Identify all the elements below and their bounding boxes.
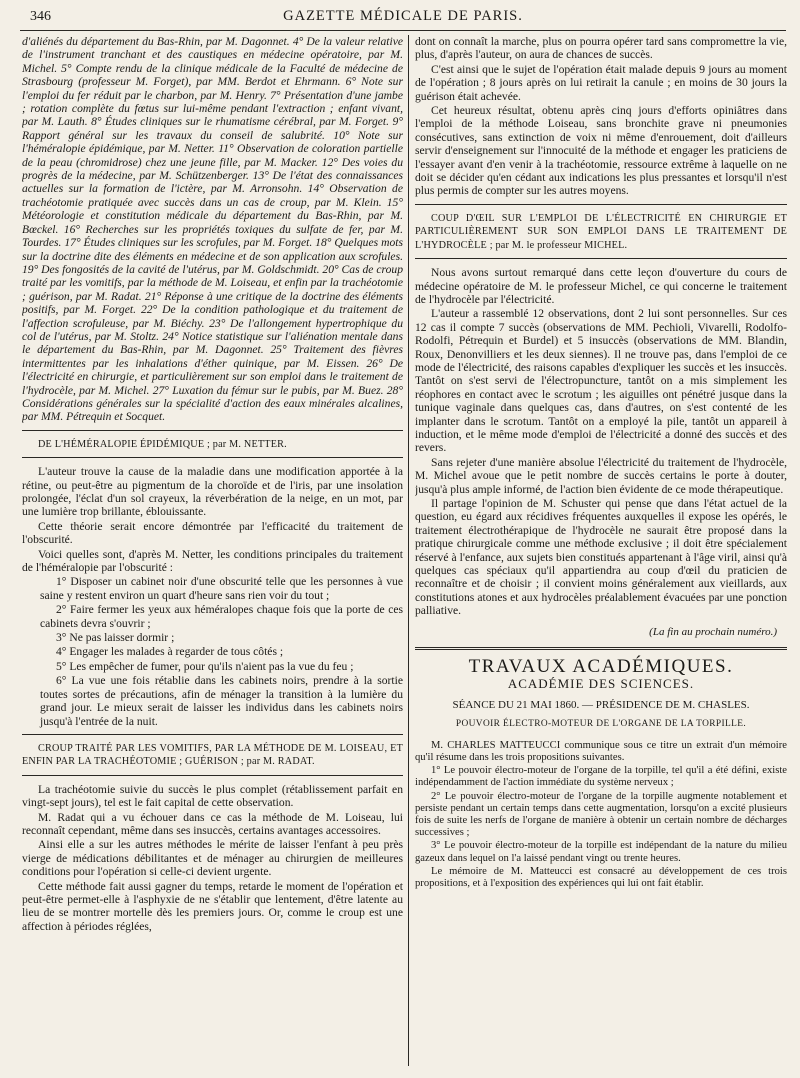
- list-item: 5° Les empêcher de fumer, pour qu'ils n'aient pas la vue du feu ;: [56, 659, 354, 673]
- paragraph: dont on connaît la marche, plus on pourra opérer tard sans compromettre la vie, plus, d'après l'auteur, on aura de chances de succès.: [415, 35, 787, 62]
- academie-title: ACADÉMIE DES SCIENCES.: [507, 676, 695, 692]
- list-item: 3° Le pouvoir électro-moteur de la torpille est indépendant de la nature du milieu gazeux dans lequel on l'a laissé pendant vingt ou trente heures.: [415, 840, 787, 864]
- left-column: [22, 35, 403, 934]
- section-rule: [22, 457, 403, 458]
- section-rule: [22, 734, 403, 735]
- list-item: 4° Engager les malades à regarder de tous côtés ;: [56, 645, 284, 659]
- page-number: 346: [30, 9, 51, 24]
- seance-line: SÉANCE DU 21 MAI 1860. — PRÉSIDENCE DE M. CHASLES.: [452, 698, 750, 711]
- paragraph: La trachéotomie suivie du succès le plus complet (rétablissement parfait en vingt-sept jours), tel est le fait capital de cette observation.: [22, 782, 403, 810]
- paragraph: Nous avons surtout remarqué dans cette leçon d'ouverture du cours de médecine opératoire de M. le professeur Michel, ce qui concerne le traitement de l'hydrocèle par l'électricité.: [415, 266, 787, 306]
- paragraph: Cette théorie serait encore démontrée par l'efficacité du traitement de l'obscurité.: [22, 519, 403, 547]
- list-item: 2° Le pouvoir électro-moteur de l'organe de la torpille augmente notablement et persiste pendant un certain temps dans cette augmentation, lorsqu'on a excité plusieurs fois de suite les nerfs de l'organe de manière à obtenir un certain nombre de décharges successives ;: [415, 790, 787, 839]
- list-item: 6° La vue une fois rétablie dans les cabinets noirs, prendre à la sortie toutes sortes de précautions, afin de ménager la transition à la lumière du grand jour. Le mieux serait de laisser les individus dans les cabinets noirs jusqu'à l'entrée de la nuit.: [40, 674, 403, 728]
- paragraph: M. CHARLES MATTEUCCI communique sous ce titre un extrait d'un mémoire qu'il résume dans les trois propositions suivantes.: [415, 739, 787, 763]
- journal-title: GAZETTE MÉDICALE DE PARIS.: [283, 8, 523, 24]
- list-item: 3° Ne pas laisser dormir ;: [56, 631, 175, 645]
- paragraph: C'est ainsi que le sujet de l'opération était malade depuis 9 jours au moment de l'opération ; 8 jours après on lui retirait la canule ; en moins de 30 jours la guérison était achevée.: [415, 62, 787, 103]
- subject-title: POUVOIR ÉLECTRO-MOTEUR DE L'ORGANE DE LA TORPILLE.: [455, 719, 747, 730]
- paragraph: Ainsi elle a sur les autres méthodes le mérite de laisser l'enfant à peu près vierge de médications débilitantes et de ménager au chirurgien de meilleures conditions pour l'opération si celle-ci devient urgente.: [22, 838, 403, 879]
- list-item: 2° Faire fermer les yeux aux héméralopes chaque fois que la porte de ces cabinets devra s'ouvrir ;: [40, 603, 403, 630]
- right-column: [415, 35, 787, 891]
- section-heading-hemeralopie: DE L'HÉMÉRALOPIE ÉPIDÉMIQUE ; par M. NETTER.: [38, 438, 287, 450]
- paragraph: Le mémoire de M. Matteucci est consacré au développement de ces trois propositions, et à l'exposition des expériences qui lui ont fait établir.: [415, 865, 787, 889]
- paragraph: L'auteur trouve la cause de la maladie dans une modification apportée à la rétine, ou peut-être au pigmentum de la choroïde et de l'iris, par une insolation prolongée, l'éclat d'un sol crayeux, la réverbération de la neige, en un mot, par une lumière trop brillante, éblouissante.: [22, 465, 403, 519]
- column-divider: [408, 35, 409, 1066]
- continuation-note: (La fin au prochain numéro.): [649, 625, 777, 638]
- paragraph: L'auteur a rassemblé 12 observations, dont 2 lui sont personnelles. Sur ces 12 cas il compte 7 succès (observations de MM. Pechioli, Vivarelli, Rodolfo-Rodolfi, Pétrequin et Burdel) et 5 insuccès (observations de MM. Blandin, Roux, Denonvilliers et les deux siennes). Il ne trouve pas, dans l'emploi de ce mode de l'électricité, des raisons capables d'expliquer les succès et les insuccès. Tantôt on s'est servi de l'électropuncture, tantôt on a mis simplement les réophores en contact avec le scrotum ; les aiguilles ont pénétré jusque dans la tunique vaginale dans quelques cas, dans d'autres, on s'est contenté de les implanter dans le scrotum. Tantôt on a employé la pile, tantôt un appareil à induction, et le même mode d'emploi de l'électricité a donné des succès et des revers.: [415, 307, 787, 455]
- section-heading-croup: CROUP TRAITÉ PAR LES VOMITIFS, PAR LA MÉTHODE DE M. LOISEAU, ET ENFIN PAR LA TRACHÉOTOMIE ; GUÉRISON ; par M. RADAT.: [22, 742, 403, 768]
- list-item: 1° Le pouvoir électro-moteur de l'organe de la torpille, tel qu'il a été défini, existe indépendamment de l'action immédiate du système nerveux ;: [415, 765, 787, 789]
- academie-report: [415, 740, 787, 890]
- paragraph: Cette méthode fait aussi gagner du temps, retarde le moment de l'opération et peut-être permet-elle à l'asphyxie de ne s'établir que lentement, d'être latente au lieu de se montrer mortelle dès les premiers jours. Or, comme le croup est une affection à périodes réglées,: [22, 879, 403, 933]
- list-item: 1° Disposer un cabinet noir d'une obscurité telle que les personnes à vue saine y restent environ un quart d'heure sans rien voir du tout ;: [40, 575, 403, 602]
- paragraph: Il partage l'opinion de M. Schuster qui pense que dans l'état actuel de la question, eu égard aux récidives fréquentes auxquelles il expose les opérés, le traitement électrothérapique de l'hydrocèle ne saurait être proposé dans la pratique chirurgicale comme une méthode exclusive ; il doit être spécialement réservé à l'enfance, aux sujets bien constitués appartenant à l'âge viril, ainsi qu'à quelques cas spéciaux qu'il appartiendra au coup d'œil du praticien de reconnaître et de choisir ; il convient moins généralement aux vieillards, aux constitutions atones et aux hydrocèles préalablement évacuées par une ponction palliative.: [415, 497, 787, 618]
- section-heading-electricite: COUP D'ŒIL SUR L'EMPLOI DE L'ÉLECTRICITÉ EN CHIRURGIE ET PARTICULIÈREMENT SUR SON EMPLOI DANS LE TRAITEMENT DE L'HYDROCÈLE ; par M. le professeur MICHEL.: [415, 212, 787, 251]
- paragraph: Cet heureux résultat, obtenu après cinq jours d'efforts opiniâtres dans l'emploi de la méthode Loiseau, sans bronchite grave ni pneumonies consécutives, sans extinction de voix ni même d'enrouement, doit d'ailleurs servir d'enseignement sur l'innocuité de la méthode et engager les praticiens de l'essayer avant d'en venir à la trachéotomie, ressource extrême à laquelle on ne doit se décider qu'en cédant aux indications les plus pressantes et lorsqu'il n'est plus permis de compter sur les autres moyens.: [415, 104, 787, 198]
- publications-list-paragraph: d'aliénés du département du Bas-Rhin, par M. Dagonnet. 4° De la valeur relative de l'instrument tranchant et des caustiques en médecine opératoire, par M. Michel. 5° Compte rendu de la clinique médicale de la Faculté de médecine de Strasbourg (professeur M. Forget), par MM. Berdot et Ehrmann. 6° Note sur l'emploi du fer réduit par le charbon, par M. Henry. 7° Présentation d'une jambe ; rotation complète du fœtus sur lui-même pendant l'extraction ; enfant vivant, par M. Lauth. 8° Études cliniques sur le rhumatisme cérébral, par M. Forget. 9° Rapport général sur les travaux du conseil de salubrité. 10° Note sur l'héméralopie épidémique, par M. Netter. 11° Observation de coloration partielle de la peau (chromidrose) chez une jeune fille, par M. Macker. 12° Des voies du progrès de la médecine, par M. Schützenberger. 13° De l'état des connaissances actuelles sur la formation de l'ictère, par M. Arronsohn. 14° Observation de trachéotomie pratiquée avec succès dans un cas de croup, par M. Klein. 15° Météorologie et constitution médicale du département du Bas-Rhin, par M. Bœckel. 16° Recherches sur les propriétés toxiques du sulfate de fer, par M. Tourdes. 17° Études cliniques sur les scrofules, par M. Forget. 18° Quelques mots sur la doctrine dite des éléments en médecine et de son application aux scrofules. 19° Des fongosités de la cavité de l'utérus, par M. Goldschmidt. 20° Cas de croup traité par les vomitifs, par la méthode de M. Loiseau, et enfin par la trachéotomie ; guérison, par M. Radat. 21° Réponse à une critique de la doctrine des éléments positifs, par M. Forget. 22° De la condition pathologique et du traitement de l'affection scrofuleuse, par M. Biéchy. 23° De l'allongement hypertrophique du col de l'utérus, par M. Stoltz. 24° Notice statistique sur l'aliénation mentale dans le département du Bas-Rhin, par M. Dagonnet. 25° Traitement des fièvres intermittentes par les inhalations d'éther quinique, par M. Eissen. 26° De l'électricité en chirurgie, et particulièrement sur son emploi dans le traitement de l'hydrocèle, par M. Michel. 27° Luxation du fémur sur le pubis, par M. Buez. 28° Considérations générales sur la spécialité d'action des eaux minérales alcalines, par MM. Pétrequin et Socquet.: [22, 35, 403, 424]
- section-rule: [415, 204, 787, 205]
- section-rule: [22, 430, 403, 431]
- paragraph: Sans rejeter d'une manière absolue l'électricité du traitement de l'hydrocèle, M. Michel avoue que le petit nombre de succès certains le porte à douter, jusqu'à plus ample informé, de l'action bien évidente de ce mode thérapeutique.: [415, 455, 787, 496]
- travaux-academiques-title: TRAVAUX ACADÉMIQUES.: [468, 656, 734, 678]
- paragraph: Voici quelles sont, d'après M. Netter, les conditions principales du traitement de l'héméralopie par l'obscurité :: [22, 547, 403, 575]
- page-header: [20, 6, 786, 31]
- section-rule: [22, 775, 403, 776]
- paragraph: M. Radat qui a vu échouer dans ce cas la méthode de M. Loiseau, lui reconnaît cependant, même dans ses insuccès, certains avantages accessoires.: [22, 810, 403, 837]
- section-rule: [415, 258, 787, 259]
- double-rule: [415, 647, 787, 650]
